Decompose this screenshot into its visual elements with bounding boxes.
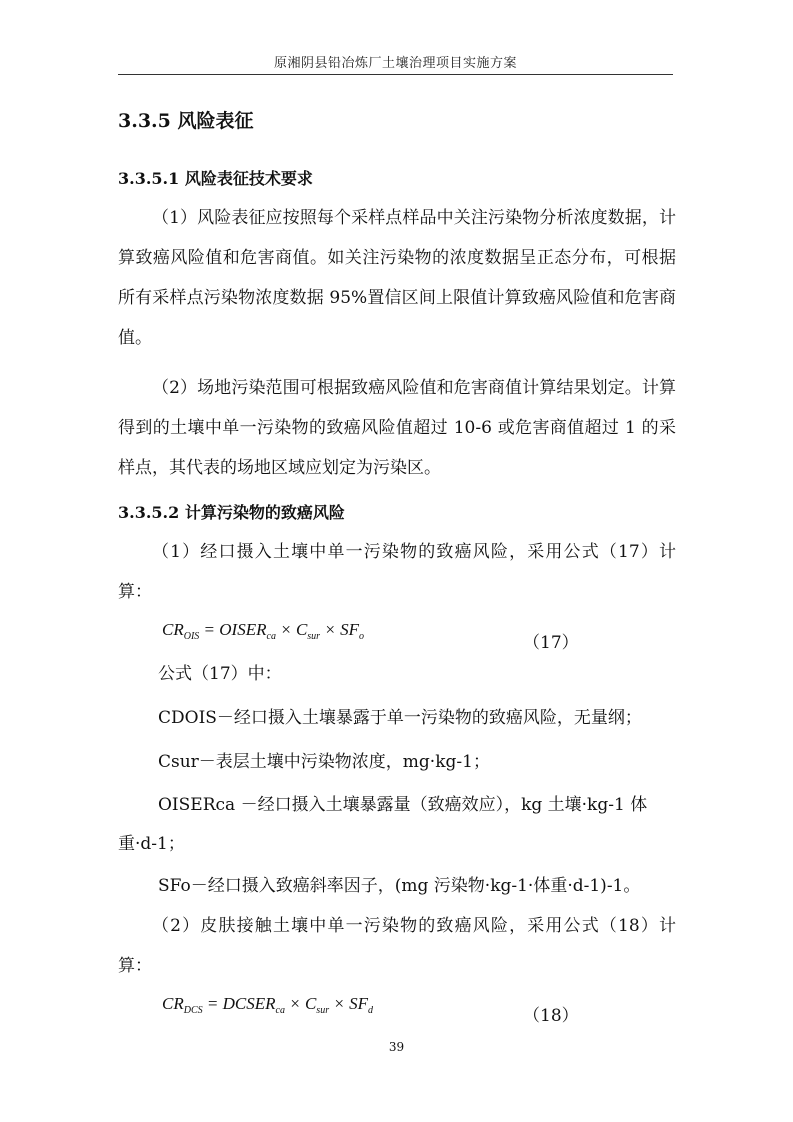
equation-number-17: （17） xyxy=(523,633,579,653)
definition-sfo: SFo－经口摄入致癌斜率因子，(mg 污染物·kg-1·体重·d-1)-1。 xyxy=(158,876,641,896)
formula-where-label: 公式（17）中： xyxy=(158,664,282,684)
definition-oiserca-continued: 重·d-1； xyxy=(118,834,185,854)
running-header: 原湘阴县铅冶炼厂土壤治理项目实施方案 xyxy=(273,56,517,71)
paragraph-risk-requirements-2: （2）场地污染范围可根据致癌风险值和危害商值计算结果划定。计算得到的土壤中单一污染物的致癌风险值超过 10-6 或危害商值超过 1 的采样点，其代表的场地区域应划定为污染区。 xyxy=(118,378,676,478)
section-heading: 3.3.5 风险表征 xyxy=(118,110,254,132)
subsection-heading-1: 3.3.5.1 风险表征技术要求 xyxy=(118,169,313,188)
page-number: 39 xyxy=(388,1040,405,1054)
definition-csur: Csur－表层土壤中污染物浓度，mg·kg-1； xyxy=(158,752,490,772)
subsection-heading-2: 3.3.5.2 计算污染物的致癌风险 xyxy=(118,503,345,522)
paragraph-dermal-contact: （2）皮肤接触土壤中单一污染物的致癌风险，采用公式（18）计算： xyxy=(118,916,676,976)
paragraph-risk-requirements-1: （1）风险表征应按照每个采样点样品中关注污染物分析浓度数据，计算致癌风险值和危害商值。如关注污染物的浓度数据呈正态分布，可根据所有采样点污染物浓度数据 95%置信区间上限值计算致癌风险值和危害商值。 xyxy=(118,208,676,348)
header-rule xyxy=(118,74,673,75)
formula-18: $CR_{DCS}$ = $DCSER_{ca} \times C_{sur} \times SF_d$ xyxy=(162,994,373,1016)
formula-17: $CR_{OIS}$ = $OISER_{ca} \times C_{sur} \times SF_o$ xyxy=(162,620,364,642)
definition-cdois: CDOIS－经口摄入土壤暴露于单一污染物的致癌风险，无量纲； xyxy=(158,708,642,728)
paragraph-oral-intake: （1）经口摄入土壤中单一污染物的致癌风险，采用公式（17）计算： xyxy=(118,542,676,602)
definition-oiserca: OISERca －经口摄入土壤暴露量（致癌效应），kg 土壤·kg-1 体 xyxy=(158,795,648,815)
equation-number-18: （18） xyxy=(523,1006,579,1026)
